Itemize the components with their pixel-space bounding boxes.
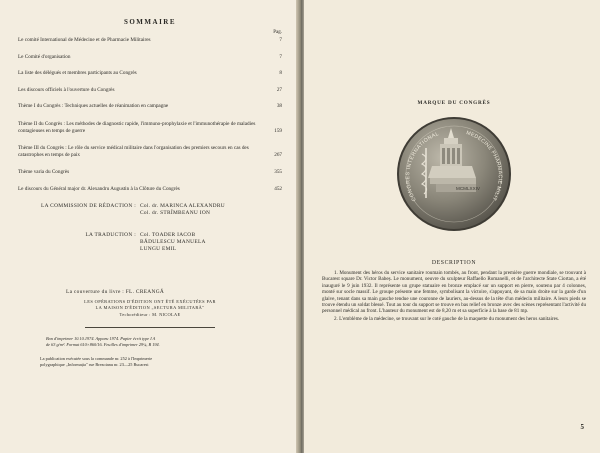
description-paragraph-2: 2. L'emblème de la médecine, se trouvant sur le coté gauche de la maquette du monument des heros sanitaires. [334,315,560,322]
divider [85,327,215,328]
print-info: Bon d'imprimer 10.10.1974. Apparu 1974. Papier écrit type I A de 63 g/m². Format 610×860/16. Feuilles d'imprimer 29¼, B 194. [46,335,160,347]
toc-item: Thème I du Congrès : Techniques actuelles de réanimation en campagne 38 [18,103,282,110]
traduction-names: Col. TOADER IACOB BĂDULESCU MANUELA LUNGU EMIL [140,231,206,252]
edition-operations: LES OPÉRATIONS D'ÉDITION ONT ÉTÉ EXÉCUTÉES PAR LA MAISON D'ÉDITION „SECTURA MILITARĂ" [84,298,216,310]
medal-image [394,114,514,234]
traduction-label: LA TRADUCTION : [85,231,136,238]
toc-item: Les discours officiels à l'ouverture du Congrès 27 [18,86,282,93]
commission-label: LA COMMISSION DE RÉDACTION : [41,202,136,209]
toc-item: Le Comité d'organisation 7 [18,53,282,60]
medal-year: MCMLXXIV [456,186,480,191]
traduction-block [18,232,282,253]
credits [18,203,282,253]
printing-house: La publication exécutée sous la commande nr. 252 à l'Imprimerie polygraphique „Informația" rue Brezoianu nr. 23—25 Bucarest [40,355,153,367]
commission-names: Col. dr. MARINCA ALEXANDRU Col. dr. STRÎMBEANU ION [140,202,225,216]
tech-editor: Techoréditeur : M. NICOLAE [119,311,181,317]
congress-medal [394,114,514,234]
description-title: DESCRIPTION [431,260,477,266]
toc-item: Le comité International de Médecine et de Pharmacie Militaires 7 [18,37,282,43]
medal-text-right: MEDECINE PHARMACIE MILIT [465,130,503,202]
medal-text-left: CONGRES INTERNATIONAL [405,131,441,203]
marque-title: MARQUE DU CONGRÈS [417,100,491,106]
commission-block [18,203,282,217]
toc-item: Thème II du Congrès : Les méthodes de diagnostic rapide, l'immuno-prophylaxie et l'immunothérapie de maladies contagieuses en temps de guerre 159 [18,120,282,134]
toc-list [18,37,282,193]
pag-label: Pag. [273,30,282,35]
left-page [0,0,298,453]
toc-item: Thème varia du Congrès 355 [18,169,282,176]
toc-item: La liste des délégués et membres participants au Congrès 8 [18,70,282,77]
page-number: 5 [580,423,584,431]
description-paragraph-1: 1. Monument des héros du service sanitaire roumain tombés, au front, pendant la première guerre mondiale, se trouvant à Bucarest square Dr. Victor Babeș. Le monument, oeuvre du sculpteur Raffaello Romanelli, et de l'architecte State Ciortan, a été inauguré le 9 juin 1932. Il représente un grupe statuaire en bronze emplacé sur un support en pierre, soutenu par 4 colonnes, monté sur socle massif. Le groupe présente une femme, symbolisant la victoire, s'appuyant, de sa main droite sur la garde d'un glaive, tenant dans sa main gauche tendue une couronne de lauriers, au-dessus de la tête d'un médecin militaire. A leurs pieds se trouve étendu un soldat blessé. Tout au tour du support se trouve en bas relief en bronze avec des scènes représentant l'activité du personnel médical au front. L'hauteur du monument est de 8,20 m et sa superficie à la base de 81 mp. [322,270,586,315]
right-page [304,0,600,453]
toc-item: Thème III du Congrès : Le rôle du service médical militaire dans l'organisation des premiers secours en cas des catastrophes en temps de paix 267 [18,145,282,158]
cover-credit: La couverture du livre : FL. CREANGĂ [66,288,165,295]
sommaire-title: SOMMAIRE [123,18,177,26]
toc-item: Le discours du Général major dr. Alexandru Augustin à la Clôture du Congrès 452 [18,185,282,192]
